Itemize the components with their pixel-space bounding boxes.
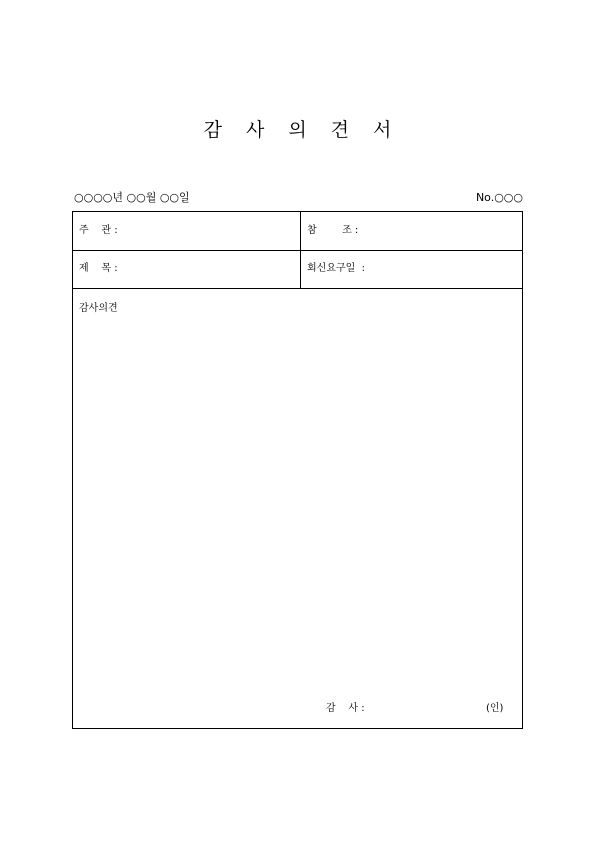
document-number: No.○○○ [475,191,523,204]
title-char: 감 [203,119,222,141]
date-line: ○○○○년 ○○월 ○○일 [74,191,190,204]
title-char: 견 [330,119,350,141]
seal-label: (인) [486,703,504,714]
organizer-label: 주 관 : [79,225,118,236]
audit-opinion-form [72,211,523,729]
column-divider [300,212,301,289]
form-row-subject [73,251,522,289]
title-char: 의 [288,119,307,141]
opinion-label: 감사의견 [79,303,118,314]
reference-label: 참 조 : [307,225,359,236]
form-row-header [73,212,522,251]
subject-label: 제 목 : [79,263,118,274]
document-title [0,116,595,144]
title-char: 서 [373,119,392,141]
title-char: 사 [245,119,265,141]
auditor-label: 감 사 : [326,703,365,714]
reply-due-label: 회신요구일 : [307,263,366,274]
